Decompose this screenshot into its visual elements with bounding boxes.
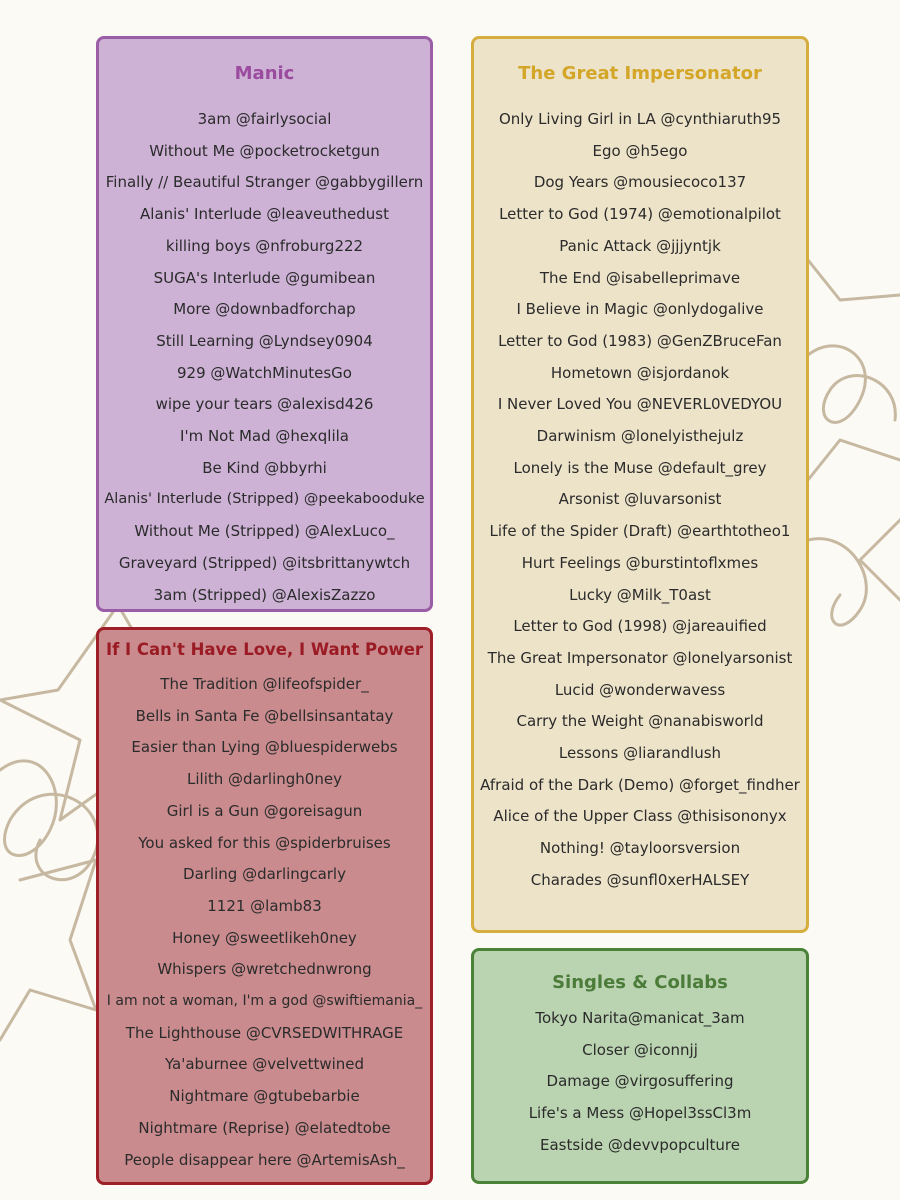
- song-entry: Tokyo Narita@manicat_3am: [535, 1009, 745, 1027]
- song-entry: Dog Years @mousiecoco137: [533, 173, 747, 192]
- song-entry: More @downbadforchap: [173, 300, 356, 319]
- song-entry: Nightmare @gtubebarbie: [169, 1087, 360, 1106]
- song-entry: The Lighthouse @CVRSEDWITHRAGE: [125, 1023, 404, 1042]
- song-entry: Damage @virgosuffering: [546, 1072, 734, 1091]
- song-entry: Ya'aburnee @velvettwined: [164, 1055, 365, 1074]
- song-entry: Finally // Beautiful Stranger @gabbygillern: [105, 173, 424, 192]
- song-entry: Without Me (Stripped) @AlexLuco_: [134, 522, 395, 541]
- song-entry: Lucky @Milk_T0ast: [569, 585, 711, 604]
- swirl-line-icon: [808, 346, 895, 423]
- song-entry: Hometown @isjordanok: [550, 363, 730, 382]
- song-entry: wipe your tears @alexisd426: [155, 395, 374, 414]
- song-entry: Lessons @liarandlush: [558, 744, 722, 762]
- song-entry: Honey @sweetlikeh0ney: [172, 928, 357, 947]
- song-entry: Life of the Spider (Draft) @earthtotheo1: [489, 522, 791, 541]
- song-entry: Closer @iconnjj: [582, 1040, 698, 1059]
- song-entry: 3am (Stripped) @AlexisZazzo: [153, 585, 376, 604]
- album-title: If I Can't Have Love, I Want Power: [105, 640, 424, 659]
- song-entry: Lucid @wonderwavess: [554, 680, 726, 699]
- song-entry: Letter to God (1974) @emotionalpilot: [499, 205, 781, 224]
- star-outline-icon: [0, 860, 96, 1040]
- song-entry: SUGA's Interlude @gumibean: [153, 268, 376, 287]
- song-entry: You asked for this @spiderbruises: [138, 833, 391, 852]
- song-entry: I Believe in Magic @onlydogalive: [516, 300, 764, 319]
- song-entry: Panic Attack @jjjyntjk: [559, 236, 721, 255]
- song-entry: killing boys @nfroburg222: [165, 236, 364, 255]
- song-entry: Nightmare (Reprise) @elatedtobe: [138, 1118, 391, 1137]
- song-entry: Be Kind @bbyrhi: [202, 458, 327, 477]
- album-box-if-i-cant-have-love: [96, 627, 433, 1185]
- song-entry: 1121 @lamb83: [207, 896, 322, 915]
- song-entry: The Tradition @lifeofspider_: [160, 675, 369, 693]
- song-entry: Alice of the Upper Class @thisisononyx: [493, 807, 787, 826]
- song-entry: I am not a woman, I'm a god @swiftiemania_: [106, 993, 423, 1009]
- song-entry: Alanis' Interlude @leaveuthedust: [140, 205, 389, 224]
- song-entry: Lilith @darlingh0ney: [187, 770, 342, 789]
- song-entry: Only Living Girl in LA @cynthiaruth95: [498, 110, 782, 128]
- album-box-manic: [96, 36, 433, 612]
- song-entry: Easier than Lying @bluespiderwebs: [131, 738, 398, 757]
- song-entry: Bells in Santa Fe @bellsinsantatay: [135, 706, 394, 725]
- album-title: The Great Impersonator: [518, 63, 762, 84]
- star-outline-icon: [808, 260, 900, 600]
- song-entry: Hurt Feelings @burstintoflxmes: [521, 553, 759, 572]
- song-entry: Girl is a Gun @goreisagun: [166, 801, 363, 820]
- song-entry: Arsonist @luvarsonist: [558, 490, 722, 509]
- song-entry: The Great Impersonator @lonelyarsonist: [487, 648, 793, 667]
- song-entry: People disappear here @ArtemisAsh_: [124, 1150, 405, 1169]
- song-entry: Afraid of the Dark (Demo) @forget_findher: [480, 775, 800, 794]
- song-entry: I Never Loved You @NEVERL0VEDYOU: [497, 395, 783, 414]
- album-box-the-great-impersonator: [471, 36, 809, 933]
- song-entry: Darling @darlingcarly: [183, 865, 346, 884]
- song-entry: Darwinism @lonelyisthejulz: [536, 427, 744, 445]
- song-entry: Eastside @devvpopculture: [540, 1135, 740, 1154]
- song-entry: Nothing! @tayloorsversion: [539, 839, 741, 858]
- swirl-line-icon: [808, 539, 866, 625]
- song-entry: Without Me @pocketrocketgun: [149, 141, 380, 160]
- song-entry: Alanis' Interlude (Stripped) @peekabooduke: [104, 491, 425, 508]
- album-title: Manic: [234, 63, 295, 84]
- song-entry: The End @isabelleprimave: [539, 268, 741, 287]
- album-title: Singles & Collabs: [552, 972, 728, 993]
- song-entry: Letter to God (1998) @jareauified: [513, 617, 767, 636]
- song-entry: Graveyard (Stripped) @itsbrittanywtch: [118, 553, 411, 572]
- song-entry: Whispers @wretchednwrong: [157, 960, 372, 979]
- song-entry: Ego @h5ego: [592, 141, 688, 160]
- song-entry: Lonely is the Muse @default_grey: [513, 458, 767, 477]
- song-entry: Letter to God (1983) @GenZBruceFan: [498, 331, 782, 350]
- song-entry: 929 @WatchMinutesGo: [177, 363, 352, 382]
- song-entry: Carry the Weight @nanabisworld: [516, 712, 764, 731]
- album-box-singles-and-collabs: [471, 948, 809, 1184]
- song-entry: Charades @sunfl0xerHALSEY: [530, 870, 750, 889]
- song-entry: 3am @fairlysocial: [197, 110, 332, 128]
- song-entry: I'm Not Mad @hexqlila: [180, 427, 349, 445]
- song-entry: Still Learning @Lyndsey0904: [156, 331, 373, 350]
- song-entry: Life's a Mess @Hopel3ssCl3m: [528, 1104, 752, 1123]
